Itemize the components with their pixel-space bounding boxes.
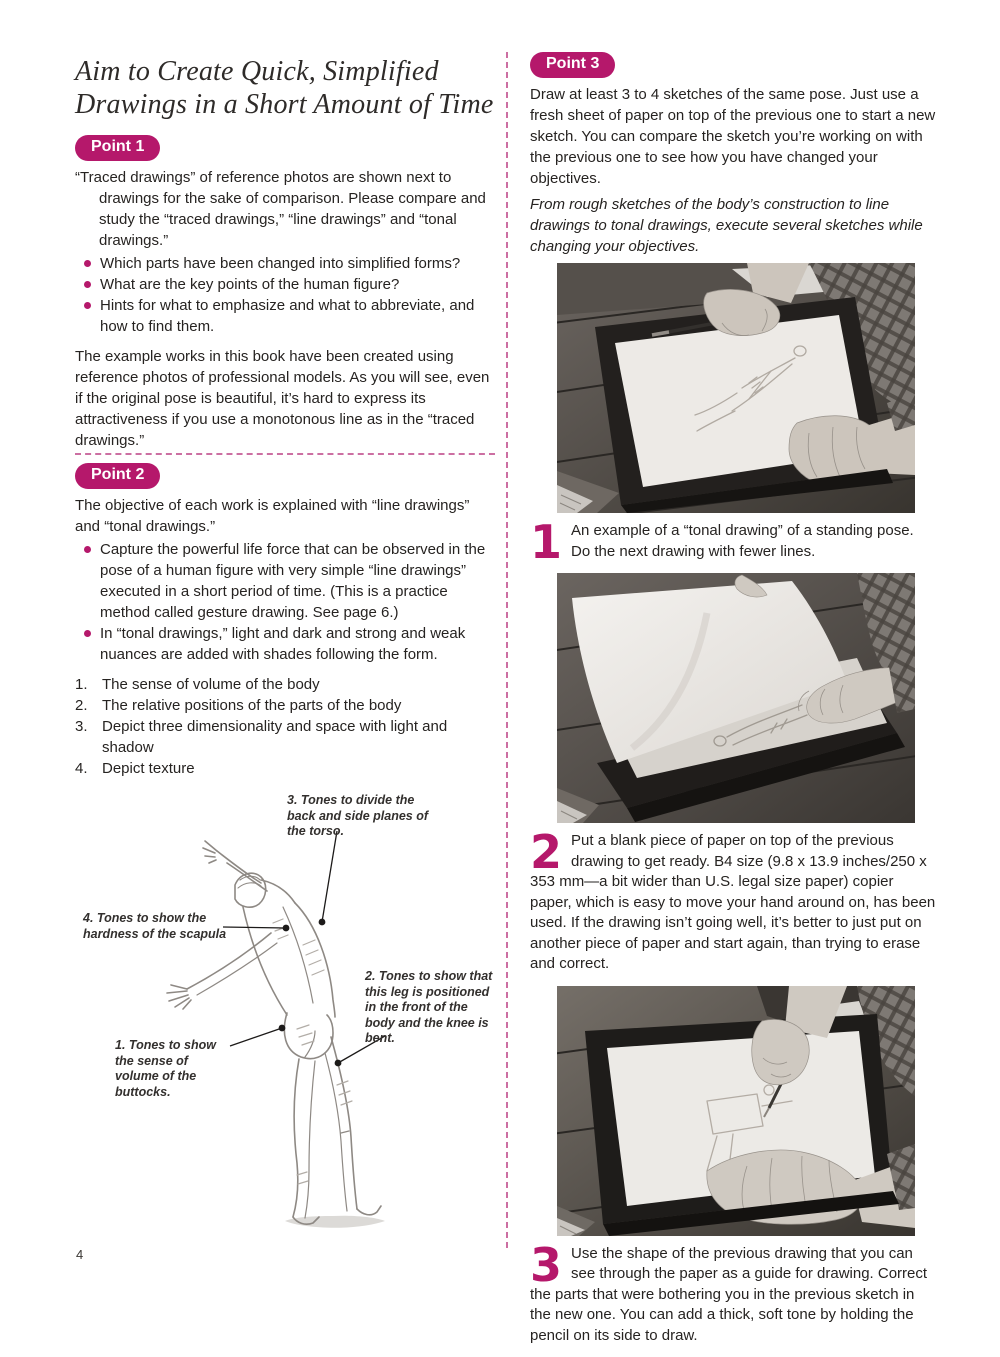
step1-number: 1 [530,515,563,569]
item-text: The sense of volume of the body [102,676,320,693]
numbered-item [75,695,495,716]
bullet-text: Which parts have been changed into simplified forms? [100,255,461,272]
page-number: 4 [76,1247,84,1262]
point1-outro: The example works in this book have been created using reference photos of professional models. As you will see, even if the original pose is beautiful, it’s hard to express its attractiveness if you use a monotonous line as in the “traced drawings.” [75,348,490,449]
bullet-item [75,253,495,274]
step2-number: 2 [530,825,563,879]
step3-caption-text: Use the shape of the previous drawing that you can see through the paper as a guide for drawing. Correct the parts that were bothering you in the previous sketch in the new one. You can add a thick, soft tone by holding the pencil on its side to draw. [530,1244,928,1344]
point1-bullet-list [75,253,495,337]
figure-annotation-2: 2. Tones to show that this leg is positioned in the front of the body and the knee is bent. [365,969,493,1045]
point1-intro: “Traced drawings” of reference photos are shown next to drawings for the sake of comparison. Please compare and study the “traced drawings,” “line drawings” and “tonal drawings.” [75,169,486,249]
point3-note: From rough sketches of the body’s construction to line drawings to tonal drawings, execute several sketches while changing your objectives. [530,196,923,255]
bullet-item [75,539,495,623]
bullet-item [75,274,495,295]
page-title: Aim to Create Quick, Simplified Drawings in a Short Amount of Time [75,56,494,120]
step2-photo [557,573,915,823]
bullet-text: Capture the powerful life force that can be observed in the pose of a human figure with very simple “line drawings” executed in a short period of time. (This is a practice method called gesture drawing. See page 6.) [100,541,486,621]
item-text: Depict texture [102,760,195,777]
column-divider [506,52,508,1248]
point2-numbered-list [75,674,495,779]
figure-annotation-1: 1. Tones to show the sense of volume of the buttocks. [115,1038,216,1099]
item-number: 2. [75,697,88,714]
step1-photo [557,263,915,513]
left-column [75,55,495,1265]
step3-photo [557,986,915,1236]
numbered-item [75,716,495,758]
step3-number: 3 [530,1237,563,1292]
item-text: Depict three dimensionality and space with light and shadow [102,718,448,756]
bullet-text: In “tonal drawings,” light and dark and strong and weak nuances are added with shades following the form. [100,625,466,663]
step2-caption [530,825,936,975]
figure-annotation-4: 4. Tones to show the hardness of the scapula [83,911,227,941]
point3-intro: Draw at least 3 to 4 sketches of the same pose. Just use a fresh sheet of paper on top of the previous one to start a new sketch. You can compare the sketch you’re working on with the previous one to see how you have changed your objectives. [530,86,936,187]
figure-annotation-3: 3. Tones to divide the back and side planes of the torso. [287,793,429,838]
item-number: 1. [75,676,88,693]
step1-caption [530,515,936,569]
numbered-item [75,758,495,779]
item-number: 3. [75,718,88,735]
bullet-item [75,623,495,665]
numbered-item [75,674,495,695]
item-number: 4. [75,760,88,777]
bullet-text: What are the key points of the human figure? [100,276,400,293]
step2-caption-text: Put a blank piece of paper on top of the previous drawing to get ready. B4 size (9.8 x 13.9 inches/250 x 353 mm—a bit wider than U.S. legal size paper) copier paper, which is easy to move your hand around on, has been used. If the drawing isn’t going well, it’s better to just put on another piece of paper and start again, than trying to erase and correct. [530,832,936,972]
annotation-leader-lines [223,831,385,1063]
section-divider [75,453,495,455]
point3-badge: Point 3 [530,52,615,78]
point2-bullet-list [75,539,495,665]
point2-badge: Point 2 [75,463,160,489]
right-column [530,52,936,1357]
point2-intro: The objective of each work is explained with “line drawings” and “tonal drawings.” [75,497,470,535]
bullet-text: Hints for what to emphasize and what to abbreviate, and how to find them. [100,297,475,335]
point1-badge: Point 1 [75,135,160,161]
step3-caption [530,1237,936,1347]
bullet-item [75,295,495,337]
step1-caption-text: An example of a “tonal drawing” of a standing pose. Do the next drawing with fewer lines. [571,522,914,560]
annotated-figure [75,785,495,1265]
item-text: The relative positions of the parts of the body [102,697,402,714]
